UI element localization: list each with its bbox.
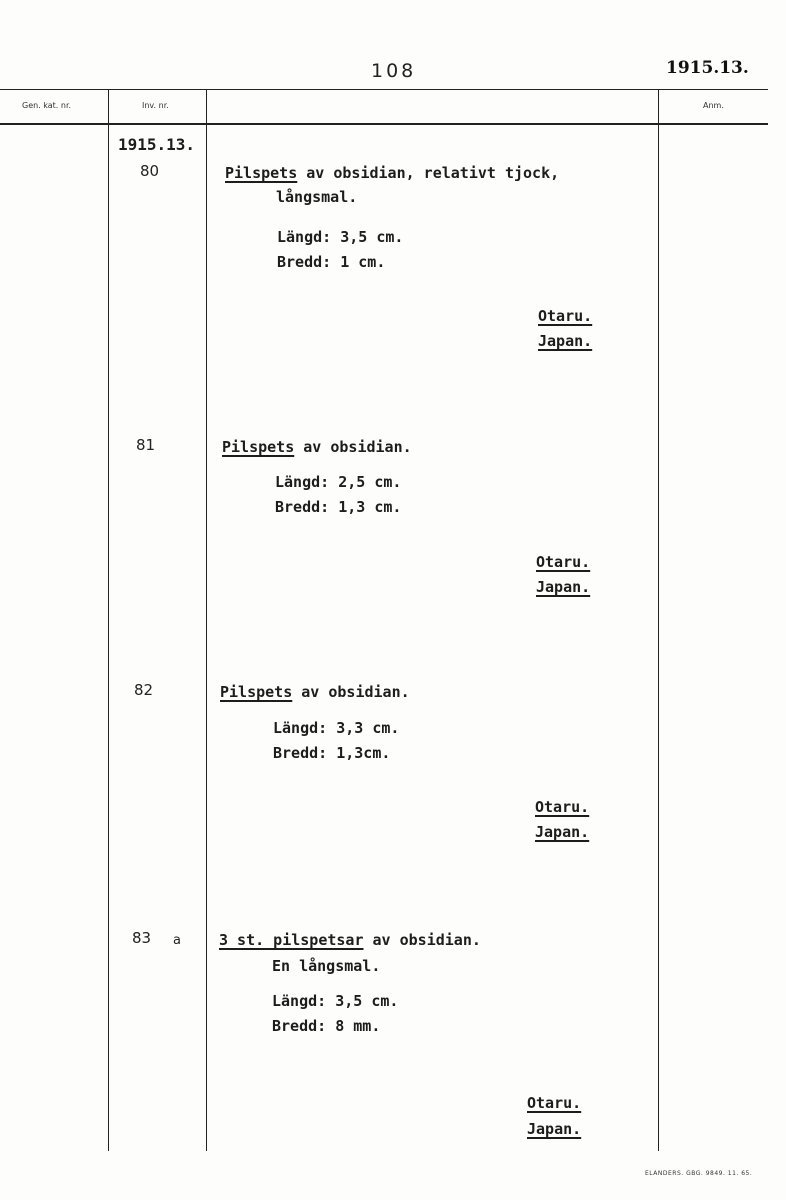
entry-80-width: Bredd: 1 cm.	[277, 253, 386, 271]
entry-83-title: 3 st. pilspetsar	[219, 931, 364, 949]
column-header-gen-kat: Gen. kat. nr.	[22, 101, 72, 110]
entry-83-description	[219, 931, 481, 949]
entry-82-description	[220, 683, 410, 701]
entry-83-desc: av obsidian.	[372, 931, 481, 949]
entry-81-place: Otaru.	[536, 553, 591, 571]
inv-suffix-83: a	[173, 933, 181, 948]
entry-81-desc: av obsidian.	[303, 438, 412, 456]
entry-82-country: Japan.	[535, 823, 590, 841]
catalogue-reference: 1915.13.	[666, 58, 749, 78]
entry-80-desc2: långsmal.	[276, 188, 358, 206]
inv-number-80: 80	[140, 162, 160, 180]
column-rule-inv-left	[108, 89, 109, 1151]
inv-number-82: 82	[134, 681, 154, 699]
page-number: 108	[371, 60, 417, 82]
entry-82-width: Bredd: 1,3cm.	[273, 744, 391, 762]
column-header-inv: Inv. nr.	[142, 101, 169, 110]
entry-80-length: Längd: 3,5 cm.	[277, 228, 404, 246]
column-rule-inv-right	[206, 89, 207, 1151]
inv-number-81: 81	[136, 436, 156, 454]
printer-imprint: ELANDERS. GBG. 9849. 11. 65.	[645, 1170, 753, 1177]
header-top-rule	[0, 89, 768, 90]
entry-82-place: Otaru.	[535, 798, 590, 816]
column-header-anm: Anm.	[703, 101, 724, 110]
entry-80-title: Pilspets	[225, 164, 298, 182]
header-bottom-rule	[0, 123, 768, 125]
accession-number: 1915.13.	[118, 135, 196, 154]
entry-81-width: Bredd: 1,3 cm.	[275, 498, 402, 516]
entry-81-description	[222, 438, 412, 456]
entry-82-desc: av obsidian.	[301, 683, 410, 701]
entry-81-title: Pilspets	[222, 438, 295, 456]
entry-83-country: Japan.	[527, 1120, 582, 1138]
entry-83-place: Otaru.	[527, 1094, 582, 1112]
entry-83-width: Bredd: 8 mm.	[272, 1017, 381, 1035]
entry-82-title: Pilspets	[220, 683, 293, 701]
entry-80-country: Japan.	[538, 332, 593, 350]
column-rule-anm	[658, 89, 659, 1151]
entry-83-desc2: En långsmal.	[272, 957, 381, 975]
entry-83-length: Längd: 3,5 cm.	[272, 992, 399, 1010]
inv-number-83: 83	[132, 929, 152, 947]
entry-80-description	[225, 164, 559, 182]
entry-82-length: Längd: 3,3 cm.	[273, 719, 400, 737]
entry-80-place: Otaru.	[538, 307, 593, 325]
entry-80-desc: av obsidian, relativt tjock,	[306, 164, 560, 182]
entry-81-length: Längd: 2,5 cm.	[275, 473, 402, 491]
entry-81-country: Japan.	[536, 578, 591, 596]
